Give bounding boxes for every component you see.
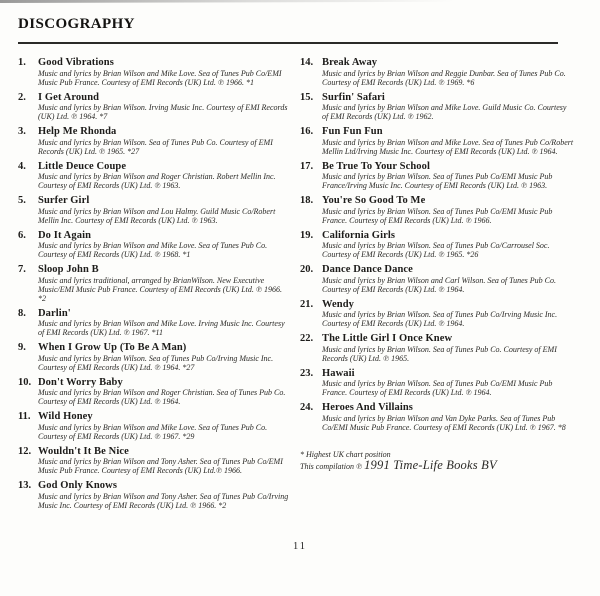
track-title: The Little Girl I Once Knew	[322, 333, 453, 344]
track-entry	[300, 126, 582, 156]
track-entry	[18, 92, 290, 122]
header-rule	[18, 42, 558, 44]
track-title: When I Grow Up (To Be A Man)	[38, 342, 187, 353]
footnote-copyright-publisher: 1991 Time-Life Books BV	[364, 458, 497, 472]
track-entry	[18, 342, 290, 372]
track-title: Help Me Rhonda	[38, 126, 117, 137]
track-title: God Only Knows	[38, 480, 118, 491]
track-number: 5.	[18, 195, 26, 206]
track-title: Wild Honey	[38, 411, 93, 422]
track-number: 9.	[18, 342, 26, 353]
track-entry	[300, 230, 582, 260]
track-number: 19.	[300, 229, 314, 241]
track-entry	[300, 402, 582, 432]
track-credit: Music and lyrics by Brian Wilson and Carl Wilson. Sea of Tunes Pub Co. Courtesy of EMI Records (UK) Ltd. ℗ 1964.	[322, 275, 556, 294]
track-number: 17.	[300, 160, 314, 172]
track-credit: Music and lyrics by Brian Wilson. Sea of Tunes Pub Co/EMI Music Pub France. Courtesy of EMI Records (UK) Ltd. ℗ 1964.	[322, 379, 553, 397]
track-credit: Music and lyrics by Brian Wilson. Sea of Tunes Pub Co/Irving Music Inc. Courtesy of EMI Records (UK) Ltd. ℗ 1964. *27	[38, 353, 274, 372]
track-entry	[18, 308, 290, 338]
track-number: 7.	[18, 264, 26, 275]
track-title: California Girls	[322, 229, 396, 241]
track-entry	[18, 446, 290, 476]
track-number: 18.	[300, 195, 314, 206]
page-number: 11	[292, 541, 308, 552]
track-credit: Music and lyrics by Brian Wilson and Tony Asher. Sea of Tunes Pub Co/EMI Music Pub France. Courtesy of EMI Records (UK) Ltd.℗ 1966.	[38, 457, 283, 475]
track-credit: Music and lyrics by Brian Wilson and Mike Love. Irving Music Inc. Courtesy of EMI Records (UK) Ltd. ℗ 1967. *11	[38, 319, 285, 337]
track-column-left	[18, 57, 290, 515]
track-title: Dance Dance Dance	[322, 264, 413, 275]
track-entry	[300, 57, 582, 87]
track-credit: Music and lyrics by Brian Wilson. Irving Music Inc. Courtesy of EMI Records (UK) Ltd. ℗ 1964. *7	[38, 103, 288, 121]
track-number: 15.	[300, 91, 314, 103]
track-number: 14.	[300, 57, 314, 68]
track-number: 8.	[18, 307, 26, 319]
track-title: Wouldn't It Be Nice	[38, 445, 129, 457]
track-title: Break Away	[322, 57, 378, 68]
track-credit: Music and lyrics by Brian Wilson. Sea of Tunes Pub Co. Courtesy of EMI Records (UK) Ltd. ℗ 1965.	[322, 344, 557, 363]
track-credit: Music and lyrics by Brian Wilson and Roger Christian. Sea of Tunes Pub Co. Courtesy of EMI Records (UK) Ltd. ℗ 1964.	[38, 388, 286, 406]
track-number: 16.	[300, 126, 314, 137]
track-credit: Music and lyrics by Brian Wilson. Sea of Tunes Pub Co/Carrousel Soc. Courtesy of EMI Records (UK) Ltd. ℗ 1965. *26	[322, 241, 550, 259]
track-number: 24.	[300, 402, 314, 413]
track-entry	[300, 333, 582, 363]
track-title: Little Deuce Coupe	[38, 160, 127, 172]
track-entry	[18, 161, 290, 191]
track-entry	[300, 264, 582, 294]
track-title: Heroes And Villains	[322, 402, 413, 413]
track-title: Sloop John B	[38, 264, 99, 275]
track-title: Surfin' Safari	[322, 91, 385, 103]
track-number: 21.	[300, 298, 314, 310]
track-title: Surfer Girl	[38, 195, 90, 206]
track-entry	[18, 126, 290, 156]
track-number: 23.	[300, 367, 314, 379]
track-column-right	[300, 57, 582, 515]
track-credit: Music and lyrics by Brian Wilson and Mike Love. Sea of Tunes Pub Co/Robert Mellin Ltd/Irving Music Inc. Courtesy of EMI Records (UK) Ltd. ℗ 1964.	[322, 137, 574, 156]
track-credit: Music and lyrics by Brian Wilson and Mike Love. Sea of Tunes Pub Co. Courtesy of EMI Records (UK) Ltd. ℗ 1967. *29	[38, 422, 268, 441]
track-title: Good Vibrations	[38, 57, 114, 68]
footnote-copyright	[300, 459, 582, 473]
track-number: 2.	[18, 91, 26, 103]
footnotes	[300, 450, 582, 474]
track-number: 10.	[18, 376, 32, 388]
track-number: 6.	[18, 229, 26, 241]
track-entry	[18, 195, 290, 225]
track-credit: Music and lyrics by Brian Wilson and Roger Christian. Robert Mellin Inc. Courtesy of EMI Records (UK) Ltd. ℗ 1963.	[38, 172, 276, 190]
track-title: Darlin'	[38, 307, 71, 319]
footnote-copyright-prefix: This compilation ℗	[300, 462, 365, 471]
track-title: Do It Again	[38, 229, 92, 241]
track-entry	[18, 377, 290, 407]
track-title: Wendy	[322, 298, 355, 310]
track-entry	[300, 368, 582, 398]
track-title: Fun Fun Fun	[322, 126, 383, 137]
track-number: 12.	[18, 445, 32, 457]
track-entry	[18, 411, 290, 441]
track-entry	[18, 480, 290, 510]
track-number: 4.	[18, 160, 26, 172]
track-number: 3.	[18, 126, 26, 137]
track-number: 11.	[18, 411, 31, 422]
track-entry	[300, 195, 582, 225]
track-entry	[300, 92, 582, 122]
track-entry	[18, 230, 290, 260]
track-credit: Music and lyrics by Brian Wilson. Sea of Tunes Pub Co/EMI Music Pub France/Irving Music Inc. Courtesy of EMI Records (UK) Ltd. ℗ 1963.	[322, 172, 553, 190]
track-title: I Get Around	[38, 91, 100, 103]
track-entry	[18, 264, 290, 303]
track-credit: Music and lyrics by Brian Wilson and Mike Love. Sea of Tunes Pub Co/EMI Music Pub France. Courtesy of EMI Records (UK) Ltd. ℗ 1966. *1	[38, 68, 282, 87]
track-credit: Music and lyrics by Brian Wilson and Mike Love. Guild Music Co. Courtesy of EMI Records (UK) Ltd. ℗ 1962.	[322, 103, 567, 121]
track-number: 20.	[300, 264, 314, 275]
track-entry	[18, 57, 290, 87]
track-credit: Music and lyrics by Brian Wilson and Reggie Dunbar. Sea of Tunes Pub Co. Courtesy of EMI Records (UK) Ltd. ℗ 1969. *6	[322, 68, 566, 87]
track-credit: Music and lyrics by Brian Wilson and Tony Asher. Sea of Tunes Pub Co/Irving Music Inc. Courtesy of EMI Records (UK) Ltd. ℗ 1966. *2	[38, 491, 289, 510]
track-credit: Music and lyrics by Brian Wilson and Van Dyke Parks. Sea of Tunes Pub Co/EMI Music Pub France. Courtesy of EMI Records (UK) Ltd. ℗ 1967. *8	[322, 413, 566, 432]
track-entry	[300, 299, 582, 329]
footnote-chart-position: * Highest UK chart position	[300, 449, 391, 459]
track-number: 22.	[300, 333, 314, 344]
track-credit: Music and lyrics by Brian Wilson. Sea of Tunes Pub Co/EMI Music Pub France. Courtesy of EMI Records (UK) Ltd. ℗ 1966.	[322, 206, 553, 225]
track-number: 13.	[18, 480, 32, 491]
track-number: 1.	[18, 57, 26, 68]
track-credit: Music and lyrics by Brian Wilson and Mike Love. Sea of Tunes Pub Co. Courtesy of EMI Records (UK) Ltd. ℗ 1968. *1	[38, 241, 268, 259]
track-title: You're So Good To Me	[322, 195, 426, 206]
track-title: Be True To Your School	[322, 160, 431, 172]
track-credit: Music and lyrics by Brian Wilson. Sea of Tunes Pub Co. Courtesy of EMI Records (UK) Ltd. ℗ 1965. *27	[38, 137, 273, 156]
page-title: DISCOGRAPHY	[18, 16, 135, 32]
track-title: Don't Worry Baby	[38, 376, 123, 388]
track-column-right-list	[300, 57, 582, 437]
track-entry	[300, 161, 582, 191]
track-credit: Music and lyrics by Brian Wilson. Sea of Tunes Pub Co/Irving Music Inc. Courtesy of EMI Records (UK) Ltd. ℗ 1964.	[322, 310, 558, 328]
track-credit: Music and lyrics by Brian Wilson and Lou Halmy. Guild Music Co/Robert Mellin Inc. Courtesy of EMI Records (UK) Ltd. ℗ 1963.	[38, 206, 276, 225]
track-credit: Music and lyrics traditional, arranged by BrianWilson. New Executive Music/EMI Music Pub France. Courtesy of EMI Records (UK) Ltd. ℗ 1966. *2	[38, 275, 282, 303]
track-listing	[18, 57, 582, 515]
track-title: Hawaii	[322, 367, 355, 379]
